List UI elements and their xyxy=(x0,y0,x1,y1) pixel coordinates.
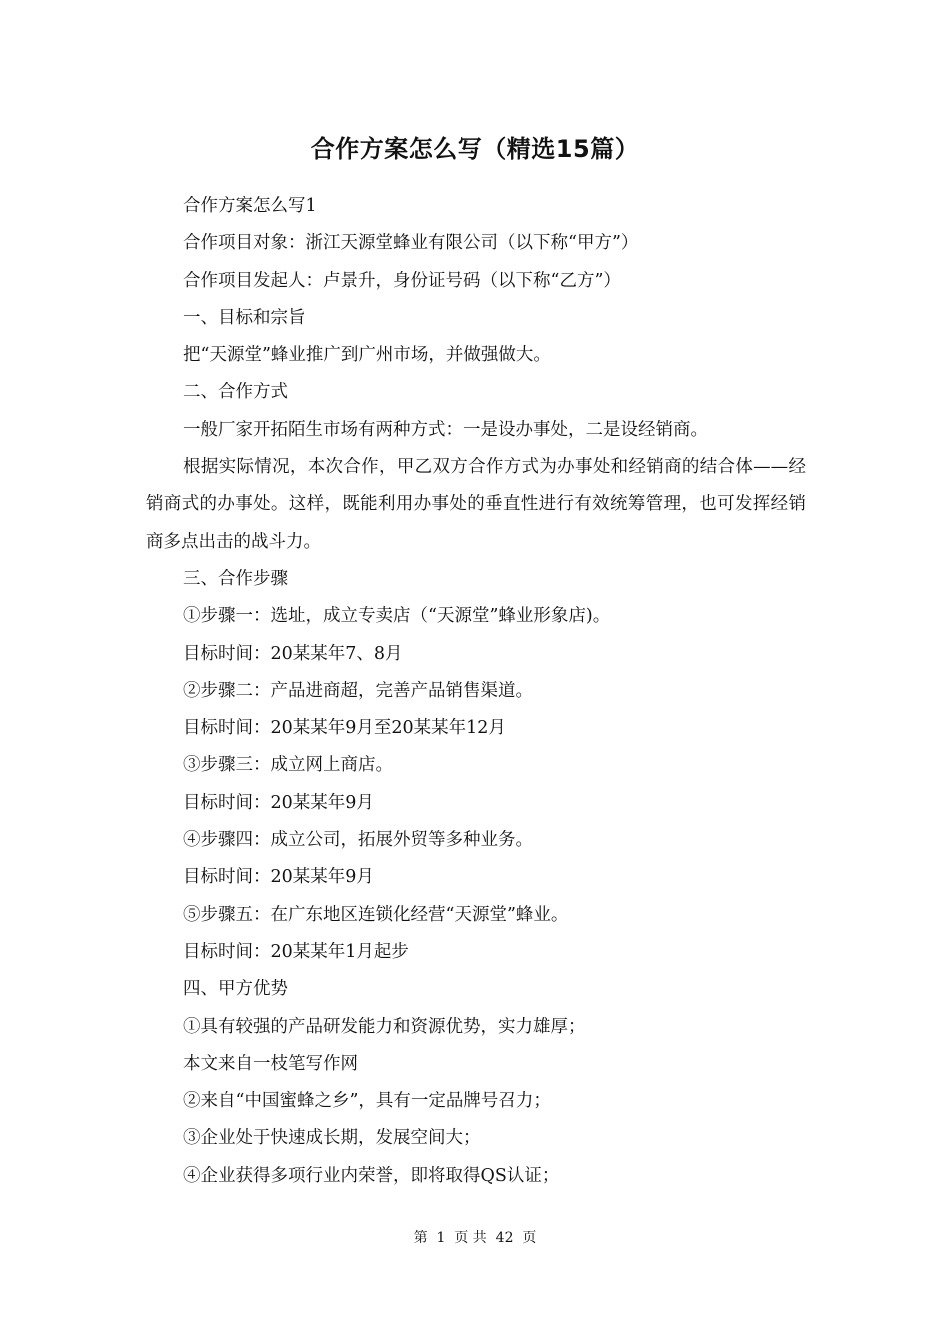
section-heading-steps: 三、合作步骤 xyxy=(183,568,288,589)
section-heading-party-a-advantages: 四、甲方优势 xyxy=(183,979,288,1000)
page-footer: 第 1 页 共 42 页 xyxy=(413,1230,537,1246)
source-note: 本文来自一枝笔写作网 xyxy=(183,1053,358,1074)
document-body xyxy=(146,188,806,1195)
paragraph-project-object: 合作项目对象：浙江天源堂蜂业有限公司（以下称“甲方”） xyxy=(183,233,639,254)
step-3: ③步骤三：成立网上商店。 xyxy=(183,755,393,776)
paragraph-goals: 把“天源堂”蜂业推广到广州市场，并做强做大。 xyxy=(183,345,551,366)
paragraph-project-initiator: 合作项目发起人：卢景升，身份证号码（以下称“乙方”） xyxy=(183,270,621,291)
document-title: 合作方案怎么写（精选15篇） xyxy=(310,135,640,163)
section-heading-goals: 一、目标和宗旨 xyxy=(183,307,306,328)
paragraph-cooperation-mode: 根据实际情况，本次合作，甲乙双方合作方式为办事处和经销商的结合体——经销商式的办事处。这样，既能利用办事处的垂直性进行有效统筹管理，也可发挥经销商多点出击的战斗力。 xyxy=(146,457,806,552)
step-2-target-time: 目标时间：20某某年9月至20某某年12月 xyxy=(183,718,506,739)
advantage-2: ②来自“中国蜜蜂之乡”，具有一定品牌号召力； xyxy=(183,1091,551,1112)
paragraph-heading-plan-1: 合作方案怎么写1 xyxy=(183,196,317,216)
step-3-target-time: 目标时间：20某某年9月 xyxy=(183,792,374,813)
advantage-3: ③企业处于快速成长期，发展空间大； xyxy=(183,1128,481,1149)
step-1: ①步骤一：选址，成立专卖店（“天源堂”蜂业形象店)。 xyxy=(183,606,611,627)
advantage-1: ①具有较强的产品研发能力和资源优势，实力雄厚； xyxy=(183,1016,586,1037)
step-2: ②步骤二：产品进商超，完善产品销售渠道。 xyxy=(183,680,533,701)
step-5-target-time: 目标时间：20某某年1月起步 xyxy=(183,941,409,962)
step-4: ④步骤四：成立公司，拓展外贸等多种业务。 xyxy=(183,830,533,851)
step-5: ⑤步骤五：在广东地区连锁化经营“天源堂”蜂业。 xyxy=(183,904,569,925)
step-1-target-time: 目标时间：20某某年7、8月 xyxy=(183,643,403,664)
paragraph-market-methods: 一般厂家开拓陌生市场有两种方式：一是设办事处，二是设经销商。 xyxy=(183,419,708,440)
step-4-target-time: 目标时间：20某某年9月 xyxy=(183,867,374,888)
advantage-4: ④企业获得多项行业内荣誉，即将取得QS认证； xyxy=(183,1165,560,1186)
section-heading-cooperation-mode: 二、合作方式 xyxy=(183,382,288,403)
